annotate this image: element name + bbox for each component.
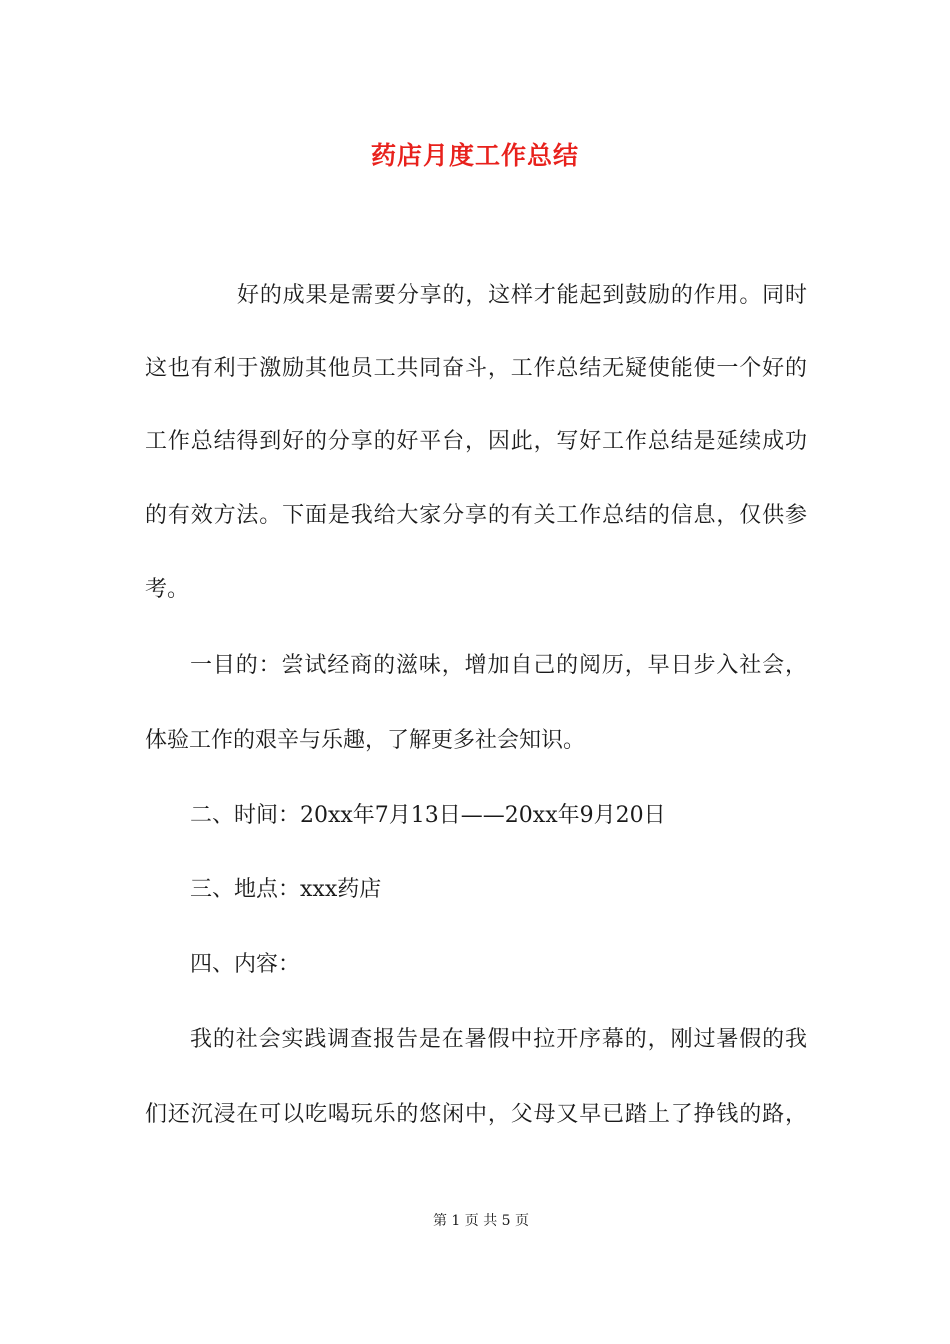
paragraph-line: 四、内容： <box>190 952 301 977</box>
paragraph-line: 这也有利于激励其他员工共同奋斗，工作总结无疑使能使一个好的 <box>145 356 807 381</box>
paragraph-line: 们还沉浸在可以吃喝玩乐的悠闲中，父母又早已踏上了挣钱的路， <box>145 1102 807 1127</box>
paragraph-line: 体验工作的艰辛与乐趣，了解更多社会知识。 <box>145 728 586 753</box>
paragraph-line: 我的社会实践调查报告是在暑假中拉开序幕的，刚过暑假的我 <box>190 1027 807 1052</box>
page-number-footer: 第 1 页 共 5 页 <box>432 1213 530 1229</box>
paragraph-line: 工作总结得到好的分享的好平台，因此，写好工作总结是延续成功 <box>145 429 807 454</box>
paragraph-line: 三、地点：xxx药店 <box>190 877 382 902</box>
document-title: 药店月度工作总结 <box>370 141 579 170</box>
paragraph-line: 好的成果是需要分享的，这样才能起到鼓励的作用。同时 <box>237 283 807 308</box>
paragraph-line: 考。 <box>145 577 190 602</box>
paragraph-line: 二、时间：20xx年7月13日——20xx年9月20日 <box>190 803 666 828</box>
paragraph-line: 的有效方法。下面是我给大家分享的有关工作总结的信息，仅供参 <box>145 503 807 528</box>
paragraph-line: 一目的：尝试经商的滋味，增加自己的阅历，早日步入社会， <box>190 653 807 678</box>
